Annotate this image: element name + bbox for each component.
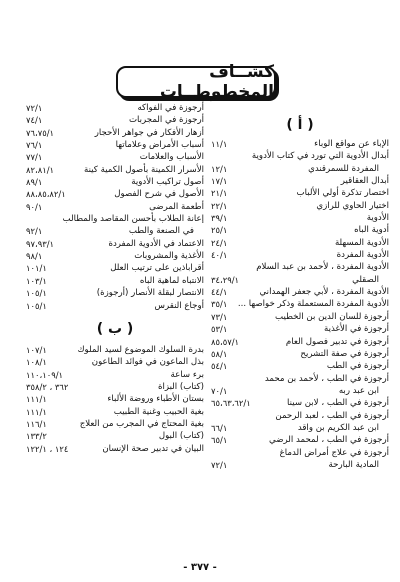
right-column [211, 102, 389, 471]
index-entry [211, 459, 389, 471]
index-entry [26, 406, 204, 418]
entry-title: بدرة السلوك الموضوع لسيد الملوك [77, 344, 204, 355]
entry-title: الأصول في شرح الفصول [114, 189, 204, 200]
right-entry-list [211, 138, 389, 471]
index-entry [211, 286, 389, 298]
entry-reference: ١٠٥/١ [26, 300, 47, 311]
entry-reference: ٩٨/١ [26, 251, 43, 262]
entry-title: أقراباذين على ترتيب العلل [110, 263, 204, 274]
entry-title: أرجوزة في صفة التشريح [300, 348, 389, 359]
entry-reference: ١١/١ [211, 139, 228, 149]
entry-reference: ٧٦/١ [26, 140, 43, 151]
index-entry [26, 418, 204, 430]
index-entry [26, 262, 204, 274]
entry-title: أرجوزة في الطب [326, 361, 389, 372]
entry-title: الأدوية المفردة ، لأحمد بن عبد السلام [256, 262, 389, 273]
index-entry [211, 175, 389, 187]
entry-reference: ٧٤/١ [26, 115, 43, 126]
entry-reference: ٥٣/١ [211, 324, 228, 335]
index-entry [211, 274, 389, 286]
entry-reference: ٣٩/١ [211, 213, 228, 224]
entry-title: أسباب الأمراض وعلاماتها [115, 140, 204, 151]
entry-title: بستان الأطباء وروضة الألباء [107, 394, 204, 405]
index-entry [211, 138, 389, 150]
index-entry [211, 385, 389, 397]
entry-reference: ١٢/١ [211, 163, 228, 174]
index-entry [211, 434, 389, 446]
index-entry [26, 114, 204, 126]
entry-reference: ٩٧،٩٣/١ [26, 238, 55, 249]
entry-reference: ١٠٧/١ [26, 344, 47, 355]
index-entry [26, 287, 204, 299]
entry-reference: ٢٥/١ [211, 225, 228, 236]
index-entry [26, 225, 204, 237]
index-entry [26, 369, 204, 381]
entry-title: أرجوزة في علاج أمراض الدماغ [279, 447, 389, 458]
entry-title: الأسرار الكمينة بأصول الكمية كينة [83, 164, 204, 175]
index-entry [211, 187, 389, 199]
entry-reference: ١٠٥/١ [26, 288, 47, 299]
entry-reference: ١٠٣/١ [26, 275, 47, 286]
entry-title: اختيار الحاوي للرازي [316, 200, 389, 211]
entry-reference: ١١٠،١٠٩/١ [26, 369, 64, 380]
entry-reference: ٢٤/١ [211, 237, 228, 248]
index-entry [26, 201, 204, 213]
entry-title: اختصار تذكرة أولي الألباب [296, 188, 389, 199]
index-entry [211, 336, 389, 348]
index-entry [26, 250, 204, 262]
entry-title: الأسباب والعلامات [139, 152, 204, 163]
page-title: كشــاف المخطوطــات [159, 62, 274, 102]
index-entry [211, 261, 389, 273]
index-entry [26, 102, 204, 114]
index-entry [211, 200, 389, 212]
index-entry [211, 224, 389, 236]
entry-title: أزهار الأفكار في جواهر الأحجار [94, 127, 204, 138]
index-entry [211, 298, 389, 310]
entry-reference: ٨٢،٨١/١ [26, 164, 55, 175]
entry-title: بذل الماعون في فوائد الطاعون [91, 357, 204, 368]
entry-title: الانتباه لماهية الباه [139, 275, 204, 286]
entry-reference: ٧٢/١ [211, 459, 228, 470]
entry-reference: ١٣٣/٢ [26, 431, 47, 442]
entry-title: ابن عبد الكريم بن واقد [297, 422, 379, 433]
entry-title: أطعمة المرضى [149, 201, 204, 212]
index-entry [26, 164, 204, 176]
index-entry [26, 443, 204, 455]
entry-title: أرجوزة في الطب ، لابن سينا [287, 398, 389, 409]
entry-title: أبدال العقاقير [340, 176, 389, 187]
entry-title: بغية المحتاج في المجرب من العلاج [79, 418, 204, 429]
entry-reference: ٧٢/١ [26, 103, 43, 113]
entry-title: الأدوية المسهلة [334, 237, 389, 248]
index-entry [211, 397, 389, 409]
index-entry [211, 410, 389, 422]
entry-reference: ١١١/١ [26, 394, 47, 405]
entry-title: أرجوزة في الطب ، لمحمد الرضي [269, 435, 389, 446]
entry-title: أرجوزة للسان الدين بن الخطيب [275, 311, 389, 322]
left-entry-list-top [26, 102, 204, 312]
index-entry [26, 139, 204, 151]
section-heading-ba: ( ب ) [96, 320, 134, 337]
entry-reference: ١١١/١ [26, 406, 47, 417]
entry-reference: ٦٦/١ [211, 422, 228, 433]
entry-title: الصقلي [352, 274, 379, 285]
index-entry [26, 213, 204, 225]
entry-title: برء ساعة [170, 369, 204, 380]
index-entry [26, 344, 204, 356]
index-entry [211, 311, 389, 323]
index-entry [211, 163, 389, 175]
entry-title: (كتاب) البول [158, 431, 204, 442]
index-entry [26, 356, 204, 368]
left-column [26, 102, 204, 455]
entry-reference: ٧٣/١ [211, 311, 228, 322]
index-entry [211, 360, 389, 372]
index-entry [26, 393, 204, 405]
left-entry-list-bottom [26, 344, 204, 455]
entry-reference: ٩٢/١ [26, 226, 43, 237]
index-entry [26, 238, 204, 250]
entry-reference: ٩٠/١ [26, 201, 43, 212]
entry-title: أرجوزة في المجربات [128, 115, 204, 126]
title-box [116, 62, 276, 102]
entry-reference: ٣٦٢ ، ٣٥٨/٢ [26, 381, 69, 392]
entry-title: الأغذية والمشروبات [134, 251, 204, 262]
entry-title: الاعتماد في الأدوية المفردة [108, 238, 204, 249]
entry-title: أرجوزة في الطب ، لأحمد بن محمد [264, 373, 389, 384]
index-entry [26, 300, 204, 312]
entry-reference: ٣٥/١ [211, 299, 228, 310]
entry-reference: ١٢٤ ، ١٢٢/١ [26, 443, 69, 454]
index-entry [26, 127, 204, 139]
entry-title: الأدوية [366, 213, 389, 224]
entry-reference: ١٧/١ [211, 176, 228, 187]
entry-title: أبدال الأدوية التي تورد في كتاب الأدوية [251, 151, 389, 162]
entry-reference: ١١٦/١ [26, 418, 47, 429]
section-heading-alif: ( أ ) [286, 117, 314, 133]
entry-title: الأدوية المفردة [336, 250, 389, 261]
entry-reference: ٢١/١ [211, 188, 228, 199]
entry-reference: ٧٧/١ [26, 152, 43, 163]
entry-title: الأدوية المفردة المستعملة وذكر خواصها ... [237, 299, 389, 310]
index-entry [211, 348, 389, 360]
entry-reference: ٣٤،٢٩/١ [211, 274, 240, 285]
entry-title: أرجوزة في الطب ، لعبد الرحمن [275, 410, 389, 421]
entry-reference: ١٠١/١ [26, 263, 47, 274]
entry-title: الإباء عن مواقع الوباء [314, 139, 389, 149]
entry-title: ابن عبد ربه [338, 385, 379, 396]
entry-reference: ٦٥/١ [211, 435, 228, 446]
entry-title: (كتاب) البزاة [157, 381, 204, 392]
page-number: - ٣٧٧ - [183, 562, 217, 573]
entry-title: أصول تراكيب الأدوية [131, 177, 204, 188]
entry-title: أرجوزة في تدبير فصول العام [285, 336, 389, 347]
entry-title: المفردة للسمرقندي [308, 163, 379, 174]
index-entry [26, 188, 204, 200]
index-entry [26, 430, 204, 442]
entry-reference: ٧٠/١ [211, 385, 228, 396]
entry-reference: ٤٤/١ [211, 287, 228, 298]
index-entry [211, 150, 389, 162]
index-entry [211, 323, 389, 335]
index-entry [26, 176, 204, 188]
entry-reference: ٥٨/١ [211, 348, 228, 359]
entry-reference: ٤٠/١ [211, 250, 228, 261]
entry-reference: ٥٤/١ [211, 361, 228, 372]
entry-title: أرجوزة في الفواكه [137, 103, 204, 113]
entry-reference: ٦٥،٦٣،٦٢/١ [211, 398, 251, 409]
entry-reference: ٨٩/١ [26, 177, 43, 188]
entry-reference: ٨٥،٥٧/١ [211, 336, 240, 347]
index-entry [26, 275, 204, 287]
entry-title: البيان في تدبير صحة الإنسان [102, 443, 204, 454]
entry-title: المادية البارحة [328, 459, 379, 470]
index-entry [26, 151, 204, 163]
entry-reference: ٧٦،٧٥/١ [26, 127, 55, 138]
index-entry [211, 447, 389, 459]
index-entry [211, 249, 389, 261]
index-entry [26, 381, 204, 393]
entry-title: في الصنعة والطب [128, 226, 194, 237]
entry-title: الانتصار لبقلة الأنصار (أرجوزة) [96, 288, 204, 299]
entry-title: بغية الحبيب وغنية الطبيب [113, 406, 204, 417]
index-entry [211, 212, 389, 224]
entry-reference: ١٠٨/١ [26, 357, 47, 368]
entry-title: أدوية الباه [354, 225, 389, 236]
entry-title: الأدوية المفردة ، لأبي جعفر الهمداني [259, 287, 389, 298]
entry-reference: ٨٨،٨٥،٨٢/١ [26, 189, 66, 200]
entry-title: إعانة الطلاب بأحسن المقاصد والمطالب [62, 214, 204, 225]
entry-reference: ٢٢/١ [211, 200, 228, 211]
index-entry [211, 373, 389, 385]
index-entry [211, 237, 389, 249]
entry-title: أوجاع النقرس [154, 300, 204, 311]
entry-title: أرجوزة في الأغذية [324, 324, 389, 335]
index-entry [211, 422, 389, 434]
